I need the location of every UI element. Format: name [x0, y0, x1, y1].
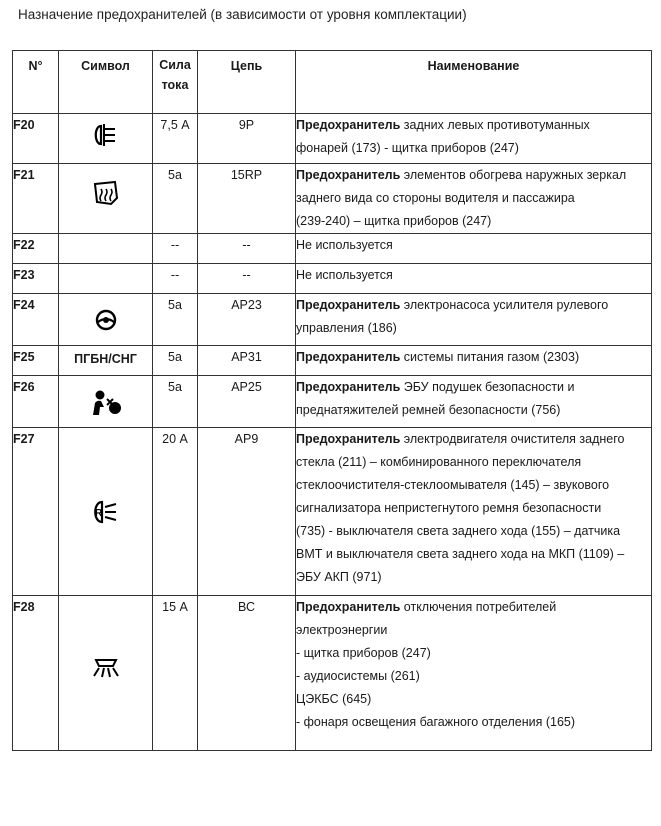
description-line	[296, 264, 651, 287]
rear-fog-light-icon	[91, 114, 121, 148]
fuse-amperage: 5а	[153, 376, 198, 428]
fuse-number: F25	[13, 346, 59, 376]
fuse-description	[296, 596, 652, 751]
description-line	[296, 428, 651, 451]
description-text: ВМТ и выключателя света заднего хода на МКП (1109) –	[296, 547, 625, 561]
table-row	[13, 428, 652, 596]
description-text: сигнализатора непристегнутого ремня безопасности	[296, 501, 602, 515]
table-row	[13, 376, 652, 428]
table-row	[13, 294, 652, 346]
description-text: системы питания газом (2303)	[400, 350, 580, 364]
description-lead: Предохранитель	[296, 168, 401, 182]
fuse-symbol	[59, 428, 153, 596]
fuse-amperage: 7,5 А	[153, 114, 198, 164]
description-line	[296, 619, 651, 642]
description-text: фонарей (173) - щитка приборов (247)	[296, 141, 519, 155]
fuse-circuit: 9P	[198, 114, 296, 164]
description-text: электроэнергии	[296, 623, 388, 637]
description-text: стеклоочистителя-стеклоомывателя (145) – звукового	[296, 478, 610, 492]
fuse-symbol	[59, 264, 153, 294]
description-line	[296, 164, 651, 187]
header-amp-label: Сила тока	[159, 58, 191, 92]
fuse-number: F27	[13, 428, 59, 596]
fuse-circuit: AP31	[198, 346, 296, 376]
fuse-circuit: AP23	[198, 294, 296, 346]
description-text: заднего вида со стороны водителя и пассажира	[296, 191, 575, 205]
description-text: - аудиосистемы (261)	[296, 669, 420, 683]
fuse-number: F24	[13, 294, 59, 346]
description-line	[296, 543, 651, 566]
svg-text:R: R	[94, 508, 102, 519]
header-symbol: Символ	[59, 51, 153, 114]
description-line	[296, 688, 651, 711]
description-line	[296, 137, 651, 160]
fuse-symbol	[59, 596, 153, 751]
fuse-circuit: AP25	[198, 376, 296, 428]
fuse-amperage: --	[153, 234, 198, 264]
fuse-amperage: --	[153, 264, 198, 294]
description-line	[296, 317, 651, 340]
description-text: стекла (211) – комбинированного переключателя	[296, 455, 582, 469]
description-text: элементов обогрева наружных зеркал	[400, 168, 627, 182]
fuse-number: F28	[13, 596, 59, 751]
description-text: Не используется	[296, 268, 393, 282]
description-lead: Предохранитель	[296, 380, 401, 394]
fuse-amperage: 5а	[153, 164, 198, 234]
fuse-description	[296, 376, 652, 428]
header-num: N°	[13, 51, 59, 114]
description-lead: Предохранитель	[296, 298, 401, 312]
description-line	[296, 346, 651, 369]
header-circuit: Цепь	[198, 51, 296, 114]
description-line	[296, 376, 651, 399]
fuse-description	[296, 346, 652, 376]
symbol-text: ПГБН/СНГ	[74, 352, 137, 366]
description-text: ЦЭКБС (645)	[296, 692, 372, 706]
description-lead: Предохранитель	[296, 118, 401, 132]
heated-mirror-icon	[91, 164, 121, 208]
fuse-description	[296, 114, 652, 164]
description-text: задних левых противотуманных	[400, 118, 590, 132]
description-lead: Предохранитель	[296, 350, 401, 364]
fuse-description	[296, 294, 652, 346]
fuse-table	[12, 50, 652, 751]
fuse-amperage: 5а	[153, 294, 198, 346]
description-line	[296, 566, 651, 589]
description-text: управления (186)	[296, 321, 397, 335]
description-text: ЭБУ подушек безопасности и	[400, 380, 575, 394]
description-line	[296, 497, 651, 520]
description-line	[296, 596, 651, 619]
description-line	[296, 451, 651, 474]
table-row	[13, 114, 652, 164]
fuse-number: F23	[13, 264, 59, 294]
fuse-symbol	[59, 294, 153, 346]
description-text: (239-240) – щитка приборов (247)	[296, 214, 492, 228]
table-header-row	[13, 51, 652, 114]
description-line	[296, 294, 651, 317]
description-text: Не используется	[296, 238, 393, 252]
fuse-symbol	[59, 346, 153, 376]
fuse-amperage: 5а	[153, 346, 198, 376]
fuse-description	[296, 428, 652, 596]
description-text: электродвигателя очистителя заднего	[400, 432, 625, 446]
fuse-amperage: 15 А	[153, 596, 198, 751]
fuse-amperage: 20 А	[153, 428, 198, 596]
reverse-light-icon	[90, 428, 122, 526]
description-text: - щитка приборов (247)	[296, 646, 431, 660]
description-lead: Предохранитель	[296, 600, 401, 614]
fuse-symbol	[59, 164, 153, 234]
fuse-circuit: ВС	[198, 596, 296, 751]
fuse-description	[296, 234, 652, 264]
description-line	[296, 520, 651, 543]
description-line	[296, 642, 651, 665]
fuse-symbol	[59, 234, 153, 264]
table-row	[13, 164, 652, 234]
description-line	[296, 474, 651, 497]
description-line	[296, 234, 651, 257]
fuse-number: F20	[13, 114, 59, 164]
fuse-number: F21	[13, 164, 59, 234]
interior-light-icon	[89, 596, 123, 680]
table-row	[13, 234, 652, 264]
description-line	[296, 187, 651, 210]
fuse-symbol	[59, 376, 153, 428]
header-name: Наименование	[296, 51, 652, 114]
header-amp	[153, 51, 198, 114]
table-row	[13, 346, 652, 376]
table-row	[13, 596, 652, 751]
description-text: преднатяжителей ремней безопасности (756)	[296, 403, 561, 417]
description-line	[296, 399, 651, 422]
fuse-description	[296, 264, 652, 294]
fuse-symbol	[59, 114, 153, 164]
fuse-circuit: --	[198, 264, 296, 294]
fuse-circuit: AP9	[198, 428, 296, 596]
fuse-circuit: --	[198, 234, 296, 264]
description-text: электронасоса усилителя рулевого	[400, 298, 609, 312]
fuse-circuit: 15RP	[198, 164, 296, 234]
fuse-number: F22	[13, 234, 59, 264]
description-line	[296, 665, 651, 688]
fuse-description	[296, 164, 652, 234]
power-steering-icon	[94, 294, 118, 332]
page-title: Назначение предохранителей (в зависимости от уровня комплектации)	[18, 7, 467, 22]
fuse-number: F26	[13, 376, 59, 428]
airbag-icon	[89, 376, 123, 418]
description-text: - фонаря освещения багажного отделения (165)	[296, 715, 576, 729]
description-text: отключения потребителей	[400, 600, 557, 614]
description-line	[296, 114, 651, 137]
description-lead: Предохранитель	[296, 432, 401, 446]
description-text: ЭБУ АКП (971)	[296, 570, 382, 584]
description-line	[296, 711, 651, 734]
table-row	[13, 264, 652, 294]
description-line	[296, 210, 651, 233]
description-text: (735) - выключателя света заднего хода (155) – датчика	[296, 524, 621, 538]
